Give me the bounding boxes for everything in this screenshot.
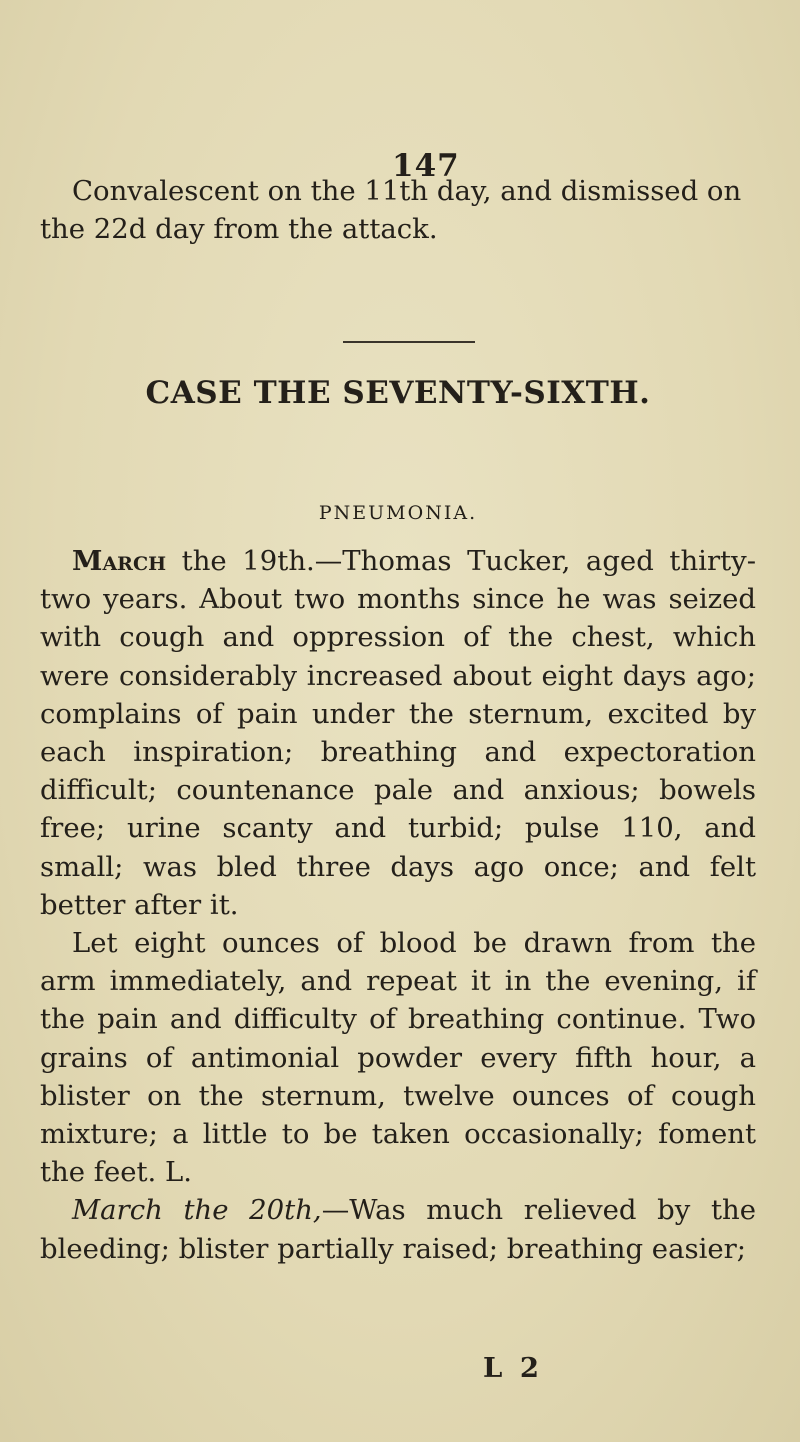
entry-date-italic: March the 20th, (72, 1194, 322, 1227)
prescription-paragraph: Let eight ounces of blood be drawn from the arm immediately, and repeat it in the evening, if the pain and difficulty of breathing continue. Two grains of antimonial powder every fifth hour, a blister on the sternum, twelve ounces of cough mixture; a little to be taken occasionally; foment the feet. L. (40, 927, 756, 1189)
entry-date: March (72, 545, 167, 577)
entry-text: the 19th.—Thomas Tucker, aged thirty-two years. About two months since he was seized with cough and oppression of the chest, which were considerably increased about eight days ago; complains of pain under the sternum, excited by each inspiration; breathing and expectoration difficult; countenance pale and anxious; bowels free; urine scanty and turbid; pulse 110, and small; was bled three days ago once; and felt better after it. (40, 545, 756, 921)
entry-march-19 (40, 542, 756, 924)
case-subtitle: PNEUMONIA. (318, 502, 478, 524)
section-divider (343, 341, 475, 343)
signature-mark: L 2 (483, 1352, 544, 1384)
entry-text: —Was much relieved by the bleeding; blister partially raised; breathing easier; (40, 1194, 757, 1265)
case-body (40, 542, 756, 1268)
entry-march-20 (40, 1191, 756, 1267)
intro-paragraph: Convalescent on the 11th day, and dismissed on the 22d day from the attack. (40, 175, 742, 246)
page-number: 147 (392, 148, 460, 184)
case-title: CASE THE SEVENTY-SIXTH. (145, 375, 651, 411)
